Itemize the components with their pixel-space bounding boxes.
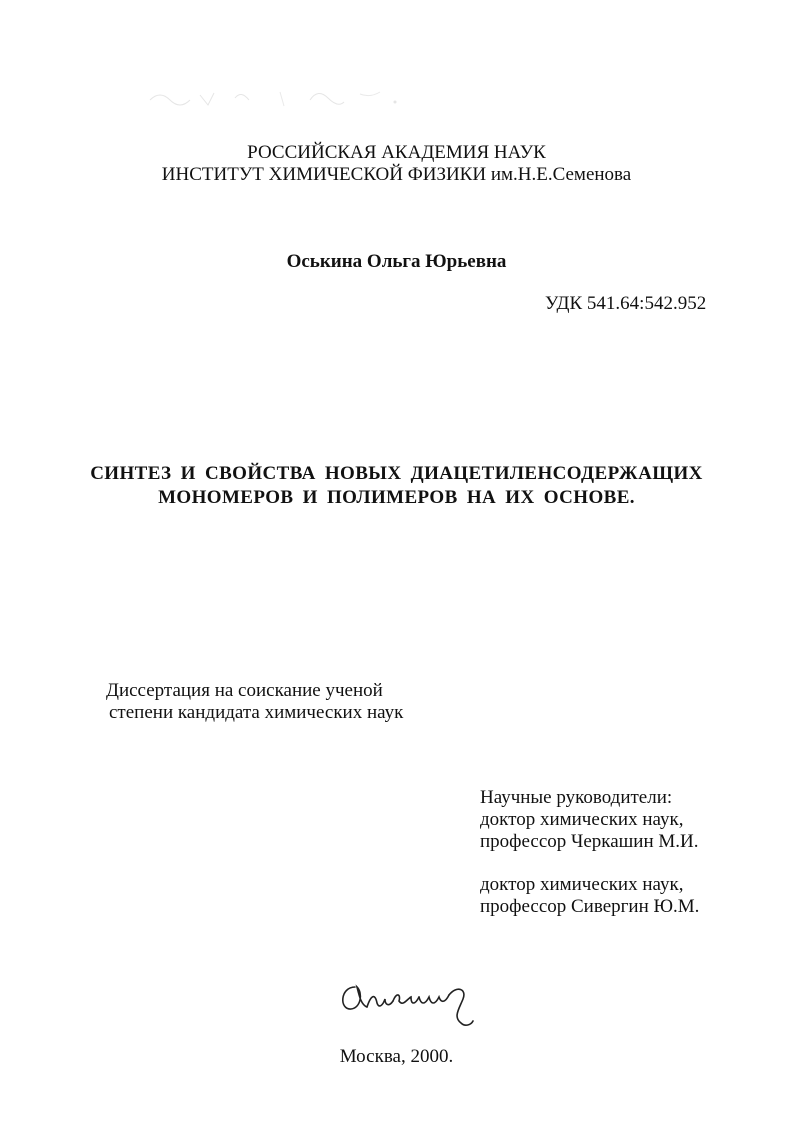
dissertation-purpose-line-2: степени кандидата химических наук [109,702,404,723]
place-and-year: Москва, 2000. [339,1046,454,1067]
udc-code: УДК 541.64:542.952 [545,293,707,314]
supervisor-2-degree: доктор химических наук, [480,874,684,895]
dissertation-purpose-line-1: Диссертация на соискание ученой [106,680,383,701]
dissertation-title-line-1: СИНТЕЗ И СВОЙСТВА НОВЫХ ДИАЦЕТИЛЕНСОДЕРЖАЩИХ [90,463,703,484]
institute-name: ИНСТИТУТ ХИМИЧЕСКОЙ ФИЗИКИ им.Н.Е.Семенова [161,164,632,185]
supervisor-2-name: профессор Сивергин Ю.М. [480,896,700,917]
supervisors-heading: Научные руководители: [480,787,673,808]
supervisor-1-name: профессор Черкашин М.И. [480,831,699,852]
author-name: Оськина Ольга Юрьевна [286,251,507,272]
supervisor-1-degree: доктор химических наук, [480,809,684,830]
faded-stamp-marks [140,70,440,120]
dissertation-title-line-2: МОНОМЕРОВ И ПОЛИМЕРОВ НА ИХ ОСНОВЕ. [158,487,635,508]
handwritten-signature [335,965,495,1035]
academy-name: РОССИЙСКАЯ АКАДЕМИЯ НАУК [247,142,546,163]
